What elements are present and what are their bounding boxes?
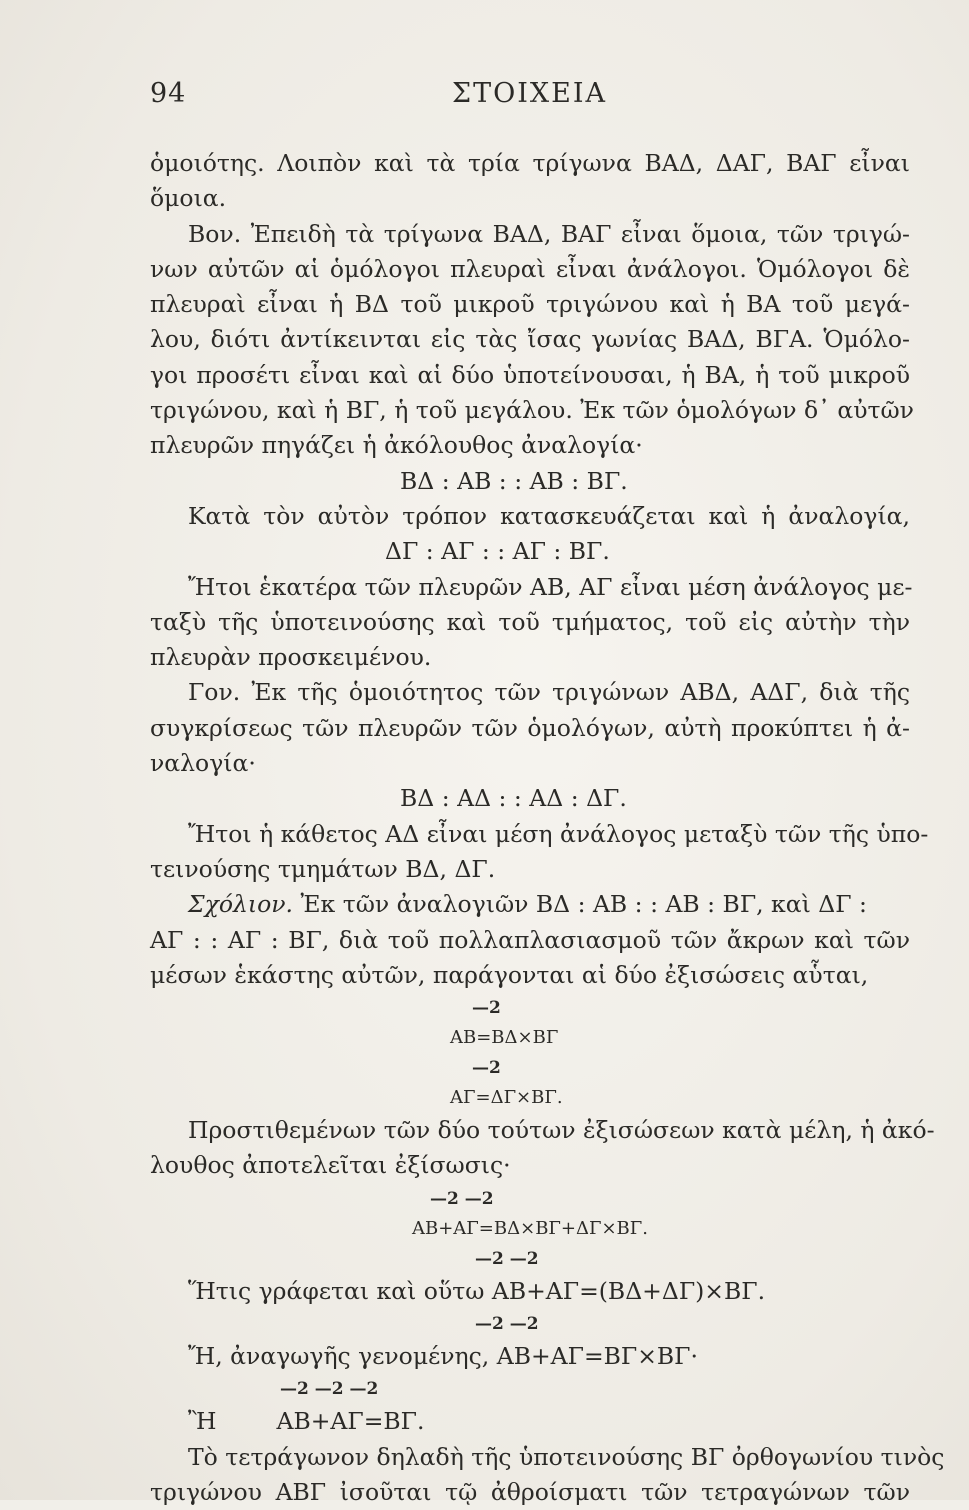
text-line: νων αὐτῶν αἱ ὁμόλογοι πλευραὶ εἶναι ἀνάλογοι. Ὁμόλογοι δὲ — [150, 254, 910, 283]
page-number: 94 — [150, 78, 187, 109]
text-line: πλευρῶν πηγάζει ἡ ἀκόλουθος ἀναλογία· — [150, 431, 643, 460]
text-line: συγκρίσεως τῶν πλευρῶν τῶν ὁμολόγων, αὐτὴ προκύπτει ἡ ἀ- — [150, 713, 910, 742]
text-line: λου, διότι ἀντίκεινται εἰς τὰς ἴσας γωνίας ΒΑΔ, ΒΓΑ. Ὁμόλο- — [150, 325, 910, 354]
text-line: Ἤτοι ἑκατέρα τῶν πλευρῶν ΑΒ, ΑΓ εἶναι μέση ἀνάλογος με- — [188, 572, 913, 601]
proportion-line: ΒΔ : ΑΔ : : ΑΔ : ΔΓ. — [400, 784, 627, 813]
text-line: ὁμοιότης. Λοιπὸν καὶ τὰ τρία τρίγωνα ΒΑΔ, ΔΑΓ, ΒΑΓ εἶναι — [150, 149, 910, 177]
text-line: ὅμοια. — [150, 184, 227, 213]
text-line: τριγώνου, καὶ ἡ ΒΓ, ἡ τοῦ μεγάλου. Ἐκ τῶν ὁμολόγων δ᾽ αὐτῶν — [150, 396, 914, 425]
text-line: γοι προσέτι εἶναι καὶ αἱ δύο ὑποτείνουσαι, ἡ ΒΑ, ἡ τοῦ μικροῦ — [150, 360, 910, 389]
equation-row — [150, 1404, 910, 1439]
text-line: Βον. Ἐπειδὴ τὰ τρίγωνα ΒΑΔ, ΒΑΓ εἶναι ὅμοια, τῶν τριγώ- — [188, 219, 910, 248]
text-line: Ἤ, ἀναγωγῆς γενομένης, ΑΒ+ΑΓ=ΒΓ×ΒΓ· — [188, 1342, 698, 1371]
scholium-line — [150, 887, 910, 922]
text-line: Ἥτις γράφεται καὶ οὕτω ΑΒ+ΑΓ=(ΒΔ+ΔΓ)×ΒΓ. — [188, 1276, 766, 1305]
text-line: λουθος ἀποτελεῖται ἐξίσωσις· — [150, 1151, 511, 1180]
equation-line: ΑΒ=ΒΔ×ΒΓ — [450, 1027, 559, 1049]
text-line: Προστιθεμένων τῶν δύο τούτων ἐξισώσεων κατὰ μέλη, ἡ ἀκό- — [188, 1116, 935, 1145]
equation-line: ΑΒ+ΑΓ=ΒΔ×ΒΓ+ΔΓ×ΒΓ. — [412, 1217, 648, 1239]
text-line: τεινούσης τμημάτων ΒΔ, ΔΓ. — [150, 854, 496, 883]
text-line: πλευρὰν προσκειμένου. — [150, 643, 432, 672]
equation-line: ΑΓ=ΔΓ×ΒΓ. — [450, 1087, 563, 1109]
superscript-line: —2 —2 —2 — [280, 1379, 379, 1400]
text-line: πλευραὶ εἶναι ἡ ΒΔ τοῦ μικροῦ τριγώνου καὶ ἡ ΒΑ τοῦ μεγά- — [150, 290, 910, 319]
eta-letter: Ἢ — [188, 1407, 217, 1436]
text-line: τριγώνου ΑΒΓ ἰσοῦται τῷ ἀθροίσματι τῶν τετραγώνων τῶν — [150, 1477, 910, 1506]
superscript-line: —2 — [472, 998, 501, 1019]
superscript-line: —2 —2 — [475, 1314, 539, 1335]
superscript-line: —2 —2 — [430, 1188, 494, 1209]
text-line: Κατὰ τὸν αὐτὸν τρόπον κατασκευάζεται καὶ ἡ ἀναλογία, — [188, 501, 910, 530]
superscript-line: —2 — [472, 1058, 501, 1079]
page-header — [150, 78, 910, 118]
text-line: Τὸ τετράγωνον δηλαδὴ τῆς ὑποτεινούσης ΒΓ ὀρθογωνίου τινὸς — [188, 1442, 945, 1471]
proportion-line: ΒΔ : ΑΒ : : ΑΒ : ΒΓ. — [400, 466, 628, 495]
final-equation: ΑΒ+ΑΓ=ΒΓ. — [276, 1407, 425, 1436]
running-head: ΣΤΟΙΧΕΙΑ — [452, 78, 607, 109]
text-line: μέσων ἑκάστης αὐτῶν, παράγονται αἱ δύο ἐξισώσεις αὗται, — [150, 960, 869, 989]
text-line: Γον. Ἐκ τῆς ὁμοιότητος τῶν τριγώνων ΑΒΔ, ΑΔΓ, διὰ τῆς — [188, 678, 910, 707]
text-line: Ἤτοι ἡ κάθετος ΑΔ εἶναι μέση ἀνάλογος μεταξὺ τῶν τῆς ὑπο- — [188, 819, 929, 848]
body-text — [150, 146, 945, 1510]
text-line: ΑΓ : : ΑΓ : ΒΓ, διὰ τοῦ πολλαπλασιασμοῦ τῶν ἄκρων καὶ τῶν — [150, 925, 910, 954]
superscript-line: —2 —2 — [475, 1248, 539, 1269]
scholium-heading: Σχόλιον. — [188, 890, 294, 919]
proportion-line: ΔΓ : ΑΓ : : ΑΓ : ΒΓ. — [385, 537, 610, 566]
text-line: ναλογία· — [150, 749, 256, 778]
scholium-text: Ἐκ τῶν ἀναλογιῶν ΒΔ : ΑΒ : : ΑΒ : ΒΓ, καὶ ΔΓ : — [300, 890, 867, 919]
text-line: ταξὺ τῆς ὑποτεινούσης καὶ τοῦ τμήματος, τοῦ εἰς αὐτὴν τὴν — [150, 607, 910, 636]
